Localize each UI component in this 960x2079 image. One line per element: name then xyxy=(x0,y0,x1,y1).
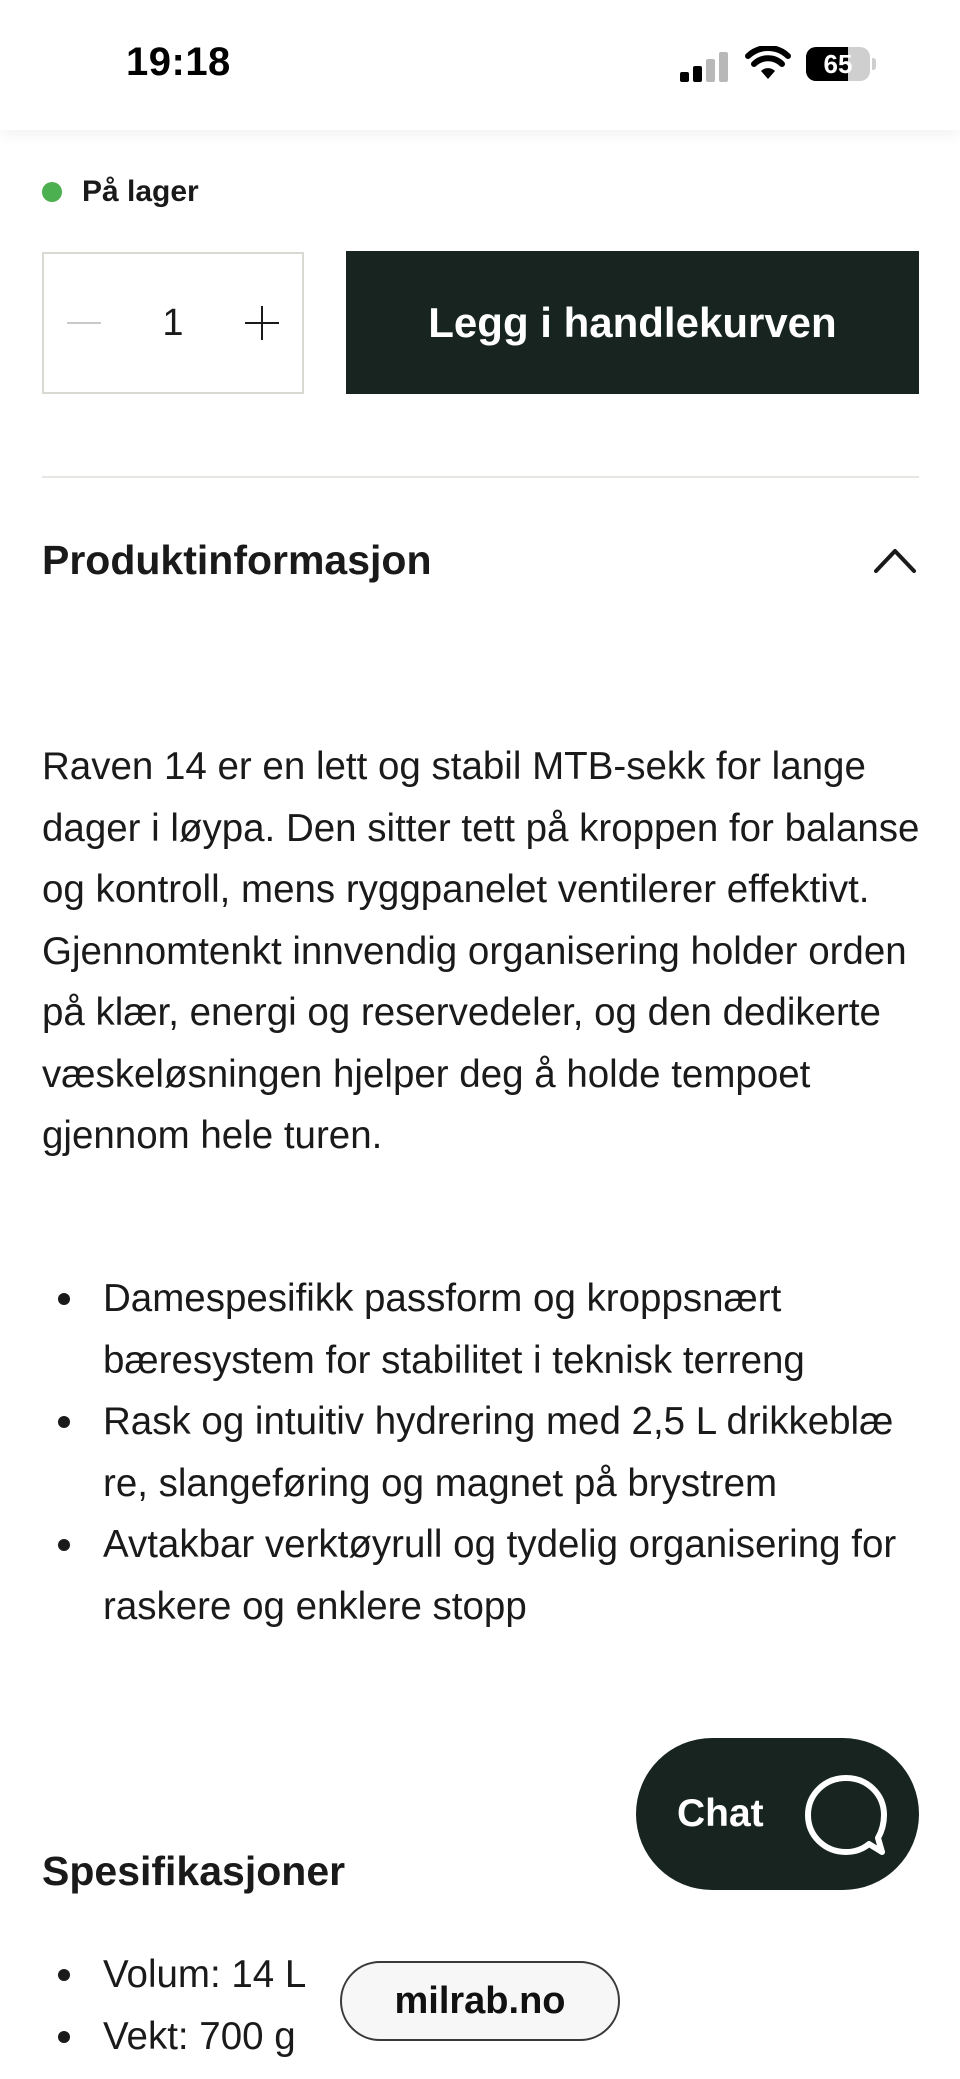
status-time: 19:18 xyxy=(126,40,231,84)
section-divider xyxy=(42,476,919,478)
quantity-decrease-button[interactable] xyxy=(44,254,124,392)
quantity-stepper xyxy=(42,252,304,394)
product-info-title: Produktinformasjon xyxy=(42,536,432,583)
status-bar xyxy=(0,0,960,130)
feature-item: Damespesifikk passform og kroppsnært bæresystem for stabilitet i teknisk terreng xyxy=(42,1268,932,1391)
stock-status-label: På lager xyxy=(82,175,199,208)
feature-list xyxy=(42,1268,932,1637)
spec-item: Vekt: 700 g xyxy=(42,2006,932,2068)
product-description: Raven 14 er en lett og stabil MTB-sekk for lange dager i løypa. Den sitter tett på kroppen for balanse og kontroll, mens ryggpanelet ventilerer effektivt. Gjennomtenkt innvendig organisering holder orden på klær, energi og reservedeler, og den dedikerte væskeløsningen hjelper deg å holde tempoet gjennom hele turen. xyxy=(42,745,920,1157)
product-info-accordion-toggle[interactable] xyxy=(42,520,919,600)
in-stock-dot-icon xyxy=(42,182,62,202)
chat-bubble-icon xyxy=(802,1772,890,1860)
chat-button[interactable] xyxy=(636,1738,919,1890)
quantity-value[interactable]: 1 xyxy=(162,302,184,344)
url-text: milrab.no xyxy=(394,1979,566,2022)
minus-icon xyxy=(67,321,101,325)
chat-label: Chat xyxy=(677,1792,764,1835)
battery-icon xyxy=(806,47,876,81)
feature-item: Rask og intuitiv hydrering med 2,5 L drikkeblæ re, slangeføring og magnet på brystrem xyxy=(42,1391,932,1514)
browser-url-bar[interactable] xyxy=(340,1961,620,2041)
feature-item: Avtakbar verktøyrull og tydelig organisering for raskere og enklere stopp xyxy=(42,1514,932,1637)
quantity-increase-button[interactable] xyxy=(222,254,302,392)
cellular-signal-icon xyxy=(680,52,730,82)
battery-level: 65 xyxy=(823,49,853,79)
chevron-up-icon xyxy=(873,546,917,574)
plus-icon xyxy=(245,306,279,340)
stock-status xyxy=(42,172,199,212)
wifi-icon xyxy=(745,46,791,80)
specs-title: Spesifikasjoner xyxy=(42,1848,346,1894)
spec-item: Volum: 14 L xyxy=(42,1944,932,2006)
add-to-cart-button[interactable]: Legg i handlekurven xyxy=(346,251,919,394)
